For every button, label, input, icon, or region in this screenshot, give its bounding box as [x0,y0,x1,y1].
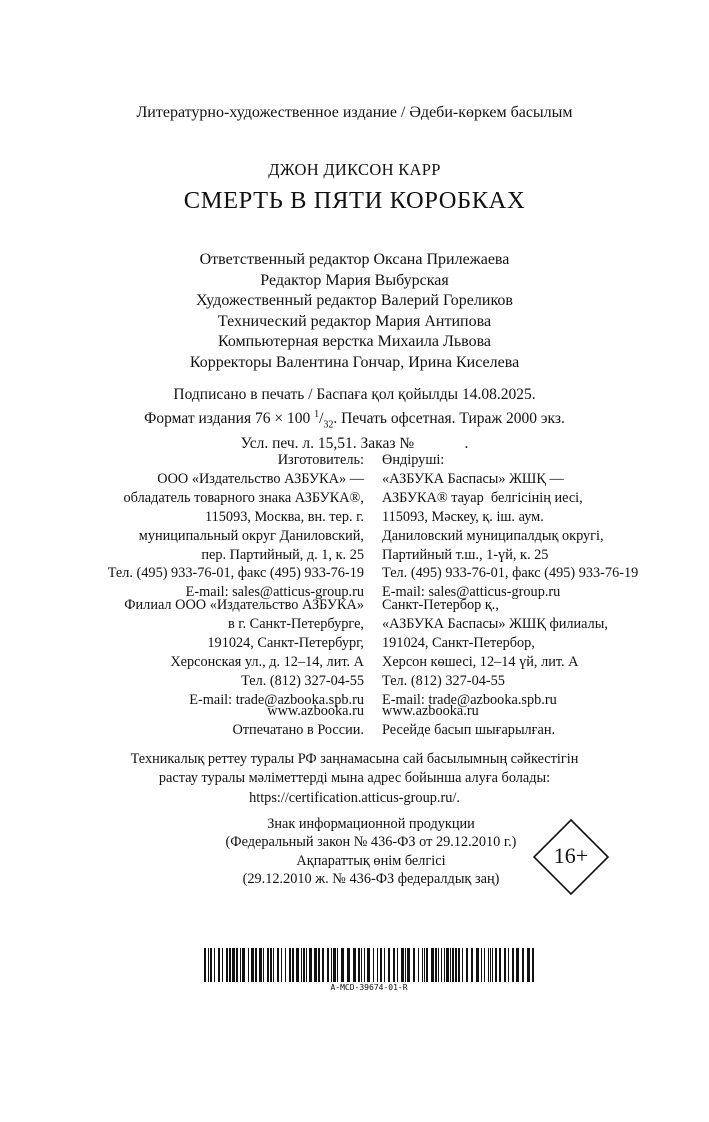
text-line: Тел. (495) 933-76-01, факс (495) 933-76-19 [382,565,639,582]
text-line: Тел. (812) 327-04-55 [382,672,505,689]
barcode-bar [301,948,302,982]
text-line: 191024, Санкт-Петербург, [207,634,364,651]
text-line: (29.12.2010 ж. № 436-ФЗ федералдық заң) [242,871,500,888]
text-line: Отпечатано в России. [232,721,364,738]
text-line: Санкт-Петербор қ., [382,597,499,613]
text-line: E-mail: trade@azbooka.spb.ru [189,691,364,708]
barcode-bar [492,948,493,982]
age-rating-text: 16+ [553,843,589,868]
text-line: Өндіруші: [382,452,445,468]
barcode-bar [458,948,460,982]
print-info [0,385,709,454]
barcode-bar [384,948,385,982]
branch-ru [124,596,364,709]
text-line: Херсон көшесі, 12–14 үй, лит. А [382,653,579,670]
barcode-bar [476,948,479,982]
barcode-bar [222,948,223,982]
certification-note [0,750,709,808]
barcode-bar [309,948,312,982]
barcode-bar [413,948,415,982]
text-line: Изготовитель: [277,452,364,468]
barcode-bar [516,948,519,982]
barcode-bar [452,948,454,982]
barcode-bar [204,948,206,982]
barcode-bar [347,948,350,982]
barcode-bar [455,948,457,982]
barcode-bar [388,948,390,982]
credit-line: Редактор Мария Выбурская [260,271,449,289]
barcode-bar [229,948,231,982]
credit-line: Художественный редактор Валерий Гореликов [196,292,513,310]
barcode-bar [322,948,324,982]
barcode-bar [426,948,428,982]
text-line: (Федеральный закон № 436-ФЗ от 29.12.2010 г.) [225,834,517,851]
barcode-bar [484,948,485,982]
credit-line: Ответственный редактор Оксана Прилежаева [199,251,510,268]
barcode-bar [481,948,482,982]
barcode-bar [422,948,423,982]
barcode-bar [397,948,398,982]
barcode-bar [318,948,320,982]
credit-line: Технический редактор Мария Антипова [217,312,492,330]
barcode-bar [471,948,473,982]
barcode-bar [373,948,374,982]
age-rating-badge [532,818,610,896]
barcode-bar [232,948,235,982]
barcode-bar [446,948,449,982]
signed-line: Подписано в печать / Баспаға қол қойылды 14.08.2025. [173,386,536,403]
barcode-bar [327,948,329,982]
web-ru [232,702,364,740]
barcode-bar [331,948,332,982]
barcode-bar [263,948,264,982]
barcode-bar [488,948,489,982]
barcode-label: A-MCD-39674-01-R [330,983,408,992]
format-suffix: . Печать офсетная. Тираж 2000 экз. [333,409,565,427]
barcode-bar [251,948,254,982]
format-denominator: 32 [323,418,334,430]
barcode-bar [490,948,491,982]
text-line: Ақпараттық өнім белгісі [296,852,446,869]
text-line: 191024, Санкт-Петербор, [382,634,535,651]
text-line: Филиал ООО «Издательство АЗБУКА» [124,597,364,613]
text-line: Даниловский муниципалдық округі, [382,527,604,544]
barcode-bar [418,948,419,982]
barcode-bar [218,948,220,982]
text-line: 115093, Мәскеу, қ. іш. аум. [382,508,544,525]
text-line: Херсонская ул., д. 12–14, лит. А [170,653,364,670]
barcode-bar [441,948,442,982]
text-line: Знак информационной продукции [267,816,475,832]
barcode-bar [444,948,445,982]
barcode-bar [267,948,269,982]
barcode-bar [405,948,406,982]
text-line: растау туралы мәліметтерді мына адрес бойынша алуға болады: [158,770,551,787]
barcode-bar [277,948,279,982]
barcode-bar [504,948,506,982]
barcode-bar [377,948,378,982]
barcode-bar [367,948,370,982]
barcode-bar [466,948,468,982]
barcode-bar [438,948,439,982]
format-prefix: Формат издания 76 × 100 [144,409,315,427]
manufacturer-ru [108,451,364,602]
barcode-bar [259,948,262,982]
text-line: Тел. (495) 933-76-01, факс (495) 933-76-19 [107,565,364,582]
barcode-bar [236,948,238,982]
barcode-bar [435,948,437,982]
barcode-bar [333,948,336,982]
web-kz [382,702,555,740]
barcode-icon [204,948,534,982]
order-line: Усл. печ. л. 15,51. Заказ № . [240,435,469,453]
barcode-bar [380,948,382,982]
barcode-bar [292,948,294,982]
barcode-bar [407,948,410,982]
format-numerator: 1 [314,408,320,420]
text-line: АЗБУКА® тауар белгісінің иесі, [382,489,583,506]
barcode-bar [242,948,245,982]
barcode-bar [450,948,451,982]
barcode-bar [314,948,317,982]
barcode-bar [248,948,249,982]
barcode-bar [296,948,299,982]
barcode-bar [512,948,514,982]
text-line: E-mail: trade@azbooka.spb.ru [382,691,557,708]
barcode-bar [306,948,307,982]
barcode-bar [303,948,305,982]
barcode-bar [208,948,209,982]
text-line: E-mail: sales@atticus-group.ru [382,584,561,601]
text-line: обладатель товарного знака АЗБУКА®, [123,489,364,506]
text-line: Техникалық реттеу туралы РФ заңнамасына сай басылымның сәйкестігін [130,751,579,767]
credit-line: Корректоры Валентина Гончар, Ирина Киселева [189,353,520,371]
barcode-bar [214,948,215,982]
text-line: «АЗБУКА Баспасы» ЖШҚ филиалы, [382,615,608,632]
text-line: ООО «Издательство АЗБУКА» — [157,470,364,487]
barcode-bar [499,948,501,982]
barcode-bar [210,948,212,982]
website-text: www.azbooka.ru [267,703,364,719]
text-line: «АЗБУКА Баспасы» ЖШҚ — [382,470,564,487]
barcode-bar [401,948,404,982]
barcode-bar [285,948,286,982]
barcode-bar [358,948,360,982]
text-line: https://certification.atticus-group.ru/. [249,789,460,806]
editorial-credits [0,250,709,374]
barcode-bar [495,948,497,982]
barcode-bar [353,948,356,982]
barcode-bar [508,948,509,982]
text-line: Партийный т.ш., 1-үй, к. 25 [382,546,549,563]
book-title: СМЕРТЬ В ПЯТИ КОРОБКАХ [183,187,526,214]
format-line [0,405,709,435]
website-text: www.azbooka.ru [382,703,479,719]
barcode-bar [341,948,344,982]
barcode-bar [431,948,434,982]
series-line: Литературно-художественное издание / Әдеби-көркем басылым [136,104,573,121]
author-name: ДЖОН ДИКСОН КАРР [268,160,441,179]
barcode-bar [361,948,362,982]
barcode-bar [226,948,228,982]
barcode-bar [462,948,463,982]
format-separator: / [319,409,324,427]
barcode-bar [527,948,530,982]
barcode-bar [289,948,291,982]
manufacturer-kz [382,451,638,602]
barcode-bar [393,948,395,982]
text-line: Ресейде басып шығарылған. [382,721,556,738]
barcode-bar [522,948,524,982]
text-line: в г. Санкт-Петербурге, [227,615,364,632]
barcode-bar [337,948,338,982]
text-line: 115093, Москва, вн. тер. г. [205,508,364,525]
credit-line: Компьютерная верстка Михаила Львова [217,333,492,351]
text-line: Тел. (812) 327-04-55 [241,672,364,689]
barcode-bar [240,948,241,982]
text-line: E-mail: sales@atticus-group.ru [185,584,364,601]
barcode-bar [270,948,272,982]
text-line: пер. Партийный, д. 1, к. 25 [201,546,364,563]
branch-kz [382,596,608,709]
barcode-bar [364,948,365,982]
text-line: муниципальный округ Даниловский, [138,527,364,544]
barcode-bar [255,948,257,982]
barcode-bar [281,948,282,982]
barcode-bar [424,948,425,982]
barcode-bar [532,948,534,982]
barcode-bar [273,948,274,982]
